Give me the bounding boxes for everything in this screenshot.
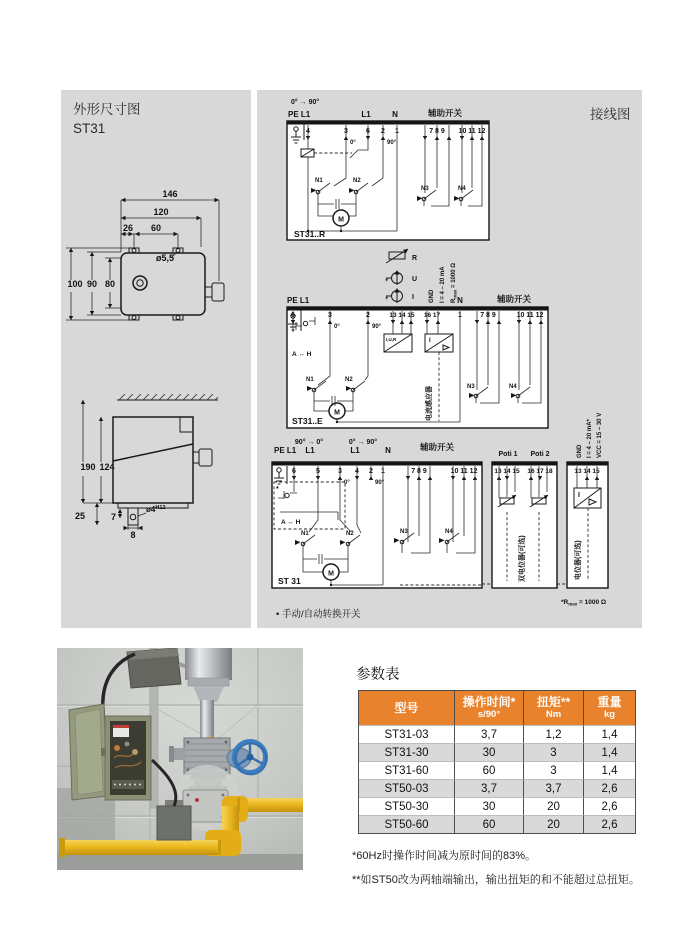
aux-switch-label: 辅助开关 [427,108,463,118]
svg-text:4: 4 [306,128,310,135]
svg-text:3: 3 [328,312,332,319]
wiring-diagram-st31-e [287,294,548,428]
plus-i: + [385,296,389,302]
parameters-title: 参数表 [356,667,400,683]
plus-u: + [385,278,389,284]
transmitter-box [567,413,608,588]
dim-146: 146 [162,189,178,199]
svg-text:6: 6 [291,312,295,319]
wiring-diagram-st31-r [287,98,489,240]
svg-text:7 8 9: 7 8 9 [480,312,496,319]
column-header-torque: 扭矩** Nm [523,691,583,725]
svg-text:13 14 15: 13 14 15 [389,312,415,319]
side-view-drawing [75,394,218,540]
poti2-label: Poti 2 [530,451,550,458]
l1-label: L1 [361,110,371,119]
svg-text:2: 2 [381,128,385,135]
table-cell: 60 [454,815,523,833]
svg-text:16 17: 16 17 [423,312,441,319]
terminal-numbers [292,468,477,475]
table-cell: 20 [523,815,583,833]
table-cell: 30 [454,797,523,815]
svg-text:1: 1 [458,312,462,319]
n-label: N [385,446,391,455]
diagram-label-st31r: ST31..R [294,229,326,239]
table-cell: ST50-30 [359,797,454,815]
rmax-label: $R_{max} = 1000$ Ω [451,262,458,303]
table-cell: 2,6 [583,797,635,815]
front-view-drawing [66,189,224,320]
angle-0-label: 0° [350,140,356,146]
switch-n2-label: N2 [345,377,353,383]
manual-auto-footnote: • 手动/自动转换开关 [276,609,361,620]
l1-right-label: L1 [350,446,360,455]
n-label: N [457,296,463,305]
rotation-left-label: 90° → 0° [294,439,324,446]
terminal-numbers: 13 14 15 [494,468,520,475]
angle-0-label: 0° [334,324,340,330]
footnote-60hz: *60Hz时操作时间减为原时间的83%。 [352,850,536,862]
svg-text:5: 5 [316,468,320,475]
dim-hole-55: ø5,5 [155,253,175,263]
table-cell: 3 [523,743,583,761]
l1-left-label: L1 [305,446,315,455]
option-r-label: R [412,255,418,262]
dim-124: 124 [99,462,115,472]
star-mark: * [276,486,279,493]
current-range-label: I = 4 – 20 mA [440,266,446,303]
diagram-label-st31: ST 31 [278,576,301,586]
manual-auto-label: A ↔ H [281,519,301,526]
parameters-table [358,690,636,834]
switch-n3-label: N3 [421,186,429,192]
poti-option-caption: 电位器(可选) [575,540,582,580]
dim-100: 100 [67,279,83,289]
diagram-label-st31e: ST31..E [292,416,323,426]
n-label: N [392,110,398,119]
dim-90: 90 [86,279,98,289]
table-cell: 20 [523,797,583,815]
pe-l1-label: PE L1 [287,296,310,305]
column-header-operating-time: 操作时间* s/90° [454,691,523,725]
switch-n4-label: N4 [445,529,453,535]
poti-box [492,451,557,588]
table-cell: 1,4 [583,743,635,761]
dimension-title-line1: 外形尺寸图 [73,102,141,117]
svg-text:10 11 12: 10 11 12 [458,128,486,135]
wiring-title: 接线图 [590,107,631,122]
dual-poti-caption: 双电位器(可选) [519,535,526,582]
converter-i-label: I [429,338,431,344]
dimension-title-line2: ST31 [73,121,106,136]
angle-0-label: 0° [344,480,350,486]
switch-n1-label: N1 [315,178,323,184]
rotation-label: 0° → 90° [291,99,320,106]
converter-i-label: I [578,492,580,499]
dim-60: 60 [150,223,162,233]
svg-text:7 8 9: 7 8 9 [429,128,445,135]
aux-switch-label: 辅助开关 [420,442,455,452]
table-cell: 2,6 [583,815,635,833]
dim-shaft-dia: $ø4^{H12}$ [146,505,166,514]
dim-120: 120 [153,207,169,217]
pe-l1-label: PE L1 [288,110,311,119]
switch-n4-label: N4 [509,384,517,390]
svg-text:7 8 9: 7 8 9 [411,468,427,475]
svg-text:4: 4 [355,468,359,475]
svg-text:3: 3 [338,468,342,475]
svg-text:6: 6 [292,468,296,475]
option-i-label: I [412,294,414,301]
table-cell: 3,7 [523,779,583,797]
option-u-label: U [412,276,418,283]
table-cell: 1,2 [523,725,583,743]
vcc-label: VCC = 15 – 30 V [597,412,603,458]
svg-text:1: 1 [395,128,399,135]
installation-photo [57,648,303,870]
motor-label: M [338,216,344,224]
switch-n3-label: N3 [467,384,475,390]
converter-uir-label: I,U,R [386,337,397,342]
gnd-label: GND [429,289,435,303]
dim-26: 26 [122,223,134,233]
angle-90-label: 90° [387,140,397,146]
dim-190: 190 [80,462,96,472]
ceiling-hatch [117,394,218,400]
svg-text:3: 3 [344,128,348,135]
table-cell: ST31-30 [359,743,454,761]
svg-text:6: 6 [366,128,370,135]
gnd-label: GND [577,444,583,458]
column-header-weight: 重量 kg [583,691,635,725]
table-cell: 30 [454,743,523,761]
svg-text:2: 2 [366,312,370,319]
poti1-label: Poti 1 [498,451,518,458]
svg-text:10 11 12: 10 11 12 [450,468,478,475]
svg-text:10 11 12: 10 11 12 [516,312,544,319]
column-header-model: 型号 [359,691,454,725]
table-cell: 1,4 [583,725,635,743]
wiring-diagram-st31 [272,413,608,607]
rmax-note: $*R_{max} = 1000$ Ω [561,599,607,607]
switch-n2-label: N2 [346,531,354,537]
dim-8: 8 [130,530,136,540]
svg-text:1: 1 [381,468,385,475]
switch-n4-label: N4 [458,186,466,192]
table-cell: 1,4 [583,761,635,779]
switch-n3-label: N3 [400,529,408,535]
terminal-numbers: 13 14 15 [574,468,600,475]
table-cell: 2,6 [583,779,635,797]
footnote-st50: **如ST50改为两轴端输出，输出扭矩的和不能超过总扭矩。 [352,874,640,886]
angle-90-label: 90° [375,480,385,486]
table-cell: 3,7 [454,779,523,797]
dim-25: 25 [74,511,85,521]
dim-80: 80 [104,279,116,289]
control-cabinet [69,704,151,800]
pe-l1-label: PE L1 [274,446,297,455]
rotation-right-label: 0° → 90° [348,439,378,446]
switch-n1-label: N1 [301,531,309,537]
table-cell: 3,7 [454,725,523,743]
switch-n1-label: N1 [306,377,314,383]
manual-auto-label: A ↔ H [292,351,312,358]
current-range-label: I = 4 – 20 mA* [587,419,593,458]
dim-7: 7 [110,512,116,522]
terminal-numbers: 16 17 18 [527,468,553,475]
svg-text:2: 2 [369,468,373,475]
switch-n2-label: N2 [353,178,361,184]
motor-label: M [334,409,340,417]
option-symbols [385,249,458,303]
angle-90-label: 90° [372,324,382,330]
potentiometer-option-icon [386,249,408,263]
table-cell: 3 [523,761,583,779]
motor-label: M [328,570,334,578]
front-view-dim-lines [66,198,219,320]
table-cell: ST31-03 [359,725,454,743]
table-cell: ST50-03 [359,779,454,797]
table-cell: 60 [454,761,523,779]
table-cell: ST31-60 [359,761,454,779]
aux-switch-label: 辅助开关 [497,294,532,304]
table-cell: ST50-60 [359,815,454,833]
current-sensor-label: 电流感应器 [426,386,433,421]
